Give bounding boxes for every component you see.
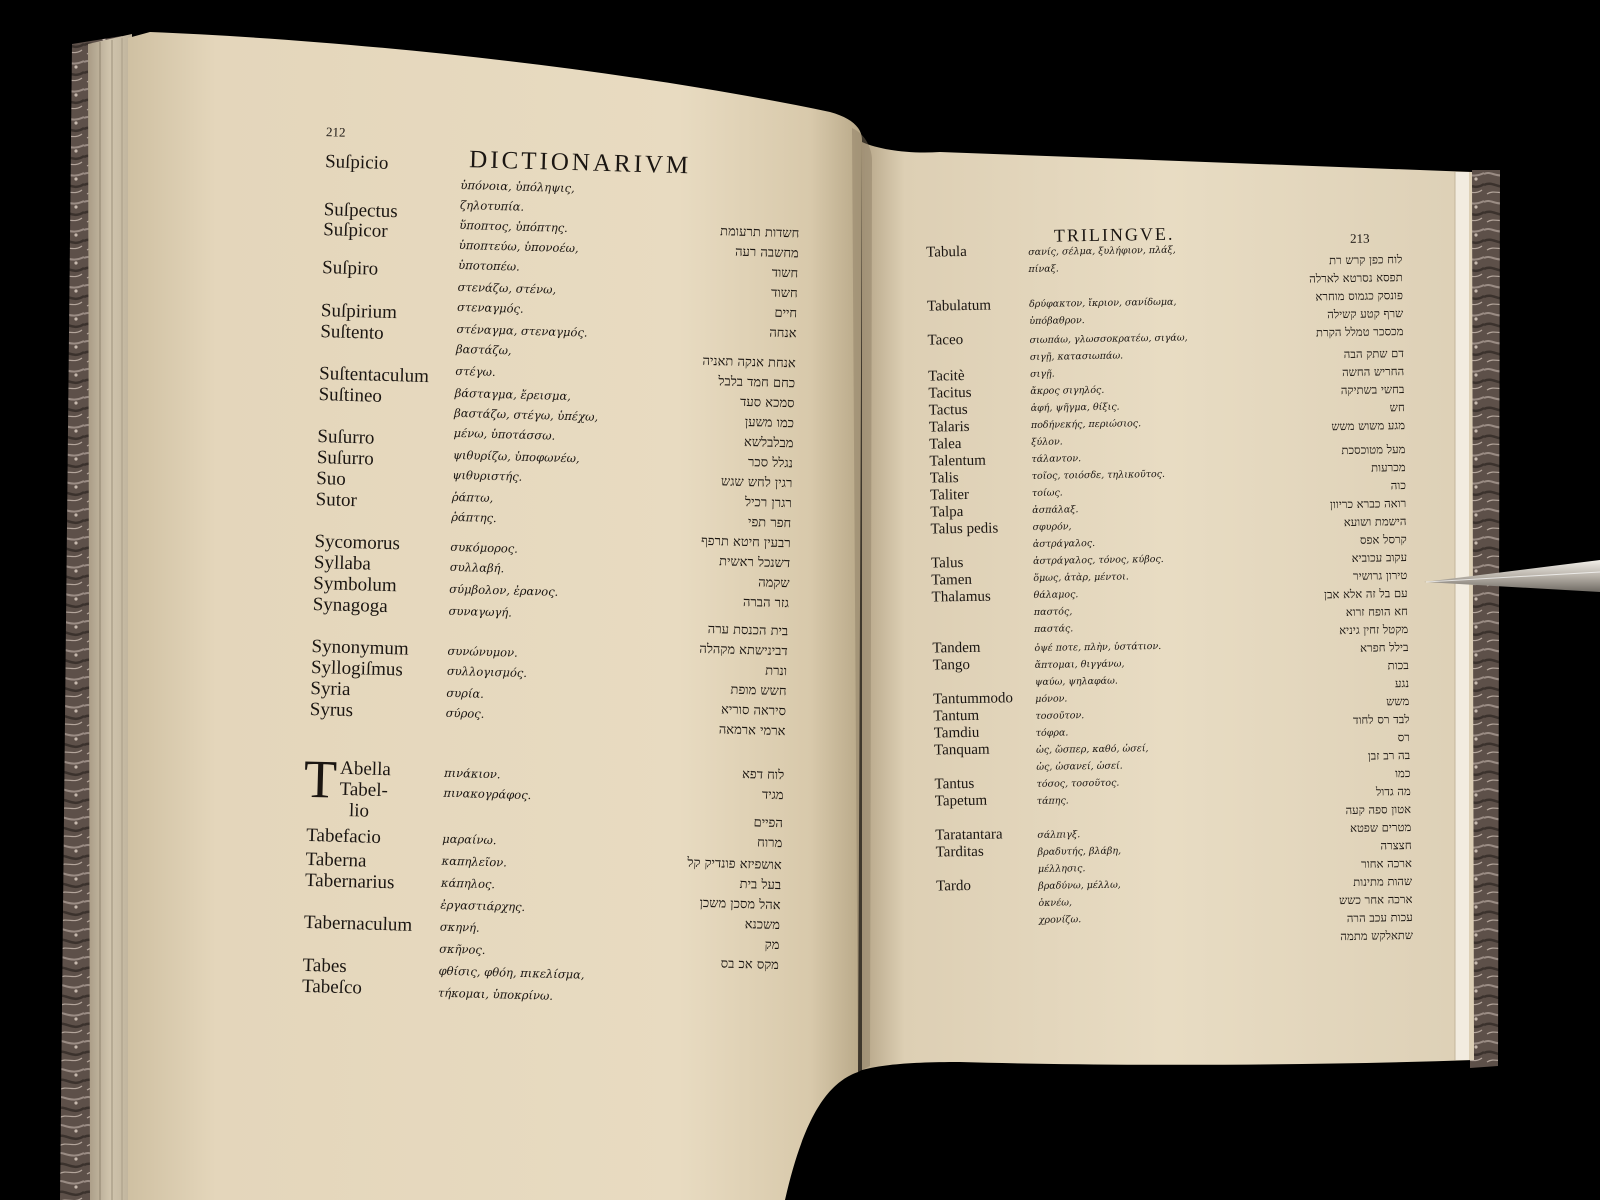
greek-entry: μένω, ὑποτάσσω.: [453, 425, 556, 443]
latin-entry: Suſpiro: [321, 257, 379, 280]
greek-entry: στέναγμα, στεναγμός.: [456, 321, 588, 340]
hebrew-entry: מגיד: [761, 787, 784, 804]
latin-entry: Taratantara: [935, 826, 1003, 844]
latin-entry: Symbolum: [313, 572, 398, 597]
greek-entry: ἀστράγαλος.: [1032, 537, 1096, 550]
hebrew-entry: שרף קטע קשילה: [1327, 306, 1404, 322]
latin-entry: Suſpirium: [320, 300, 398, 324]
hebrew-entry: אטון ספה קעה: [1345, 802, 1412, 818]
hebrew-entry: שהות מתינות: [1353, 874, 1413, 889]
hebrew-entry: רגין לחש שגש: [720, 474, 793, 492]
hebrew-entry: חשוד: [770, 285, 798, 302]
hebrew-entry: תפסא נסרטא לארלה: [1309, 270, 1403, 286]
latin-entry: Suſpicio: [324, 151, 389, 174]
latin-entry: Tabes: [302, 954, 347, 978]
hebrew-entry: רבעין חיטא תרפף: [700, 533, 791, 552]
latin-entry: Taliter: [929, 486, 970, 504]
latin-entry: Tapetum: [934, 792, 988, 810]
hebrew-entry: קרסל אפס: [1359, 532, 1407, 547]
latin-entry: Suſpicor: [322, 219, 388, 242]
greek-entry: συνώνυμον.: [447, 643, 518, 660]
latin-entry: Syllaba: [313, 552, 372, 575]
greek-entry: φθίσις, φθόη, πικελίσμα,: [438, 963, 585, 982]
latin-entry: Tantum: [933, 707, 980, 725]
hebrew-entry: סמכא סעד: [739, 394, 795, 412]
latin-entry: Thalamus: [931, 588, 991, 606]
latin-entry: Suſtineo: [318, 384, 383, 407]
greek-entry: ψαύω, ψηλαφάω.: [1034, 675, 1118, 688]
latin-entry: Talis: [929, 470, 959, 487]
hebrew-entry: חפר תפי: [747, 515, 792, 532]
greek-entry: σύμβολον, ἐρανος.: [449, 581, 559, 599]
hebrew-entry: הישמת ושועא: [1343, 514, 1407, 530]
hebrew-entry: רואה כברא כריוון: [1329, 496, 1407, 512]
hebrew-entry: אושפיזא פונדיק קל: [687, 855, 782, 874]
greek-entry: βαστάζω,: [455, 341, 512, 358]
latin-entry: Abella: [339, 757, 392, 781]
hebrew-entry: גזר הברה: [742, 594, 790, 612]
latin-entry: Suo: [315, 468, 347, 490]
hebrew-entry: עקוב עכוביא: [1351, 550, 1408, 565]
greek-entry: ζηλοτυπία.: [459, 197, 525, 214]
hebrew-entry: בית הכנסת ערה: [707, 622, 789, 640]
greek-entry: ὀκνέω,: [1038, 897, 1073, 909]
greek-entry: συλλαβή.: [449, 559, 505, 576]
greek-entry: βάσταγμα, ἔρεισμα,: [454, 385, 572, 404]
hebrew-entry: מק: [764, 937, 780, 954]
latin-entry: Syllogiſmus: [310, 656, 404, 681]
greek-entry: τόσος, τοσοῦτος.: [1036, 777, 1120, 790]
hebrew-entry: חיים: [774, 305, 798, 322]
latin-entry: Suſpectus: [323, 199, 398, 223]
left-page-edges: [88, 34, 132, 1200]
greek-entry: πινάκιον.: [443, 765, 501, 782]
greek-entry: ψιθυριστής.: [452, 467, 523, 484]
hebrew-entry: דשנכל ראשית: [718, 554, 791, 572]
hebrew-entry: לוח כפן קרש רת: [1328, 252, 1403, 268]
hebrew-entry: בילל חפרא: [1359, 640, 1409, 655]
hebrew-entry: טירון גרושיר: [1352, 568, 1408, 583]
hebrew-entry: סיראה סוריא: [720, 702, 787, 720]
greek-entry: παστός,: [1033, 606, 1073, 618]
latin-entry: Tabulatum: [926, 297, 992, 315]
greek-entry: ὑπόνοια, ὑπόληψις,: [460, 177, 575, 196]
latin-entry: Taceo: [927, 332, 964, 349]
greek-entry: ἀσπάλαξ.: [1032, 504, 1079, 516]
hebrew-entry: נגע: [1394, 676, 1410, 691]
page-number-right: 213: [1349, 230, 1370, 246]
latin-entry: Tardo: [936, 877, 972, 895]
hebrew-entry: חא הופח זרוא: [1345, 604, 1409, 620]
hebrew-entry: כמו משען: [744, 414, 795, 432]
latin-entry: Tacitè: [928, 368, 965, 385]
latin-entry: Talea: [929, 436, 962, 453]
hebrew-entry: מקטל זחין גיניא: [1339, 622, 1409, 638]
hebrew-entry: מה גדול: [1375, 784, 1411, 799]
hebrew-entry: ארכה אחור: [1360, 856, 1412, 871]
latin-entry: Tabula: [926, 243, 967, 261]
hebrew-entry: כוה: [1390, 478, 1407, 493]
latin-entry: Talus pedis: [930, 520, 999, 538]
greek-entry: ὅμως, ἀτὰρ, μέντοι.: [1033, 571, 1129, 584]
greek-entry: σκῆνος.: [438, 941, 486, 957]
greek-entry: πινακογράφος.: [443, 785, 532, 803]
hebrew-entry: עם בל זה אלא אבן: [1323, 586, 1408, 602]
greek-entry: σιγῇ, κατασιωπάω.: [1029, 350, 1124, 363]
greek-entry: ξύλον.: [1031, 436, 1063, 448]
page-number-left: 212: [325, 124, 346, 140]
greek-entry: παστάς.: [1034, 623, 1074, 635]
latin-entry: Suſtentaculum: [318, 363, 430, 388]
greek-entry: τάλαντον.: [1031, 453, 1082, 465]
greek-entry: θάλαμος.: [1033, 589, 1079, 601]
greek-entry: συλλογισμός.: [446, 663, 528, 680]
hebrew-entry: שתאלקש מתמה: [1340, 928, 1414, 944]
latin-entry: Tamdiu: [933, 724, 980, 742]
latin-entry: Tanquam: [933, 741, 990, 759]
greek-entry: τοῖος, τοιόσδε, τηλικοῦτος.: [1031, 468, 1166, 482]
hebrew-entry: דם שתק הבה: [1343, 346, 1404, 362]
greek-entry: συρία.: [446, 685, 485, 701]
greek-entry: ἄκρος σιγηλός.: [1030, 384, 1105, 397]
hebrew-entry: ונרת: [764, 663, 788, 680]
hebrew-entry: לוח דפא: [741, 767, 785, 784]
greek-entry: βραδυτής, βλάβη,: [1037, 845, 1122, 858]
greek-entry: ἀστράγαλος, τόνος, κύβος.: [1032, 553, 1164, 567]
greek-entry: ἐργαστιάρχης.: [440, 897, 526, 915]
hebrew-entry: מכסכר טמלל הקרת: [1315, 324, 1404, 340]
greek-entry: πίναξ.: [1028, 263, 1059, 275]
hebrew-entry: כחם חמד בלבל: [718, 374, 796, 392]
hebrew-entry: מעל מטוכסכת: [1341, 442, 1406, 458]
hebrew-entry: מגע משוש משש: [1331, 418, 1406, 434]
latin-entry: Tacitus: [928, 384, 972, 402]
latin-entry: Tarditas: [935, 843, 984, 861]
hebrew-entry: החריש החשה: [1341, 364, 1405, 380]
latin-entry: Talus: [930, 555, 964, 572]
hebrew-entry: הפיים: [753, 815, 784, 832]
hebrew-entry: חשדות תרעומת: [719, 224, 800, 242]
latin-entry: Sycomorus: [314, 531, 401, 555]
greek-entry: ὕποπτος, ὑπόπτης.: [459, 217, 569, 235]
hebrew-entry: ארמי ארמאה: [718, 722, 786, 740]
latin-entry: Suſurro: [316, 447, 375, 470]
greek-entry: τοσοῦτον.: [1035, 710, 1085, 722]
greek-entry: ὑπόβαθρον.: [1029, 315, 1085, 327]
greek-entry: συκόμορος.: [450, 539, 519, 556]
hebrew-entry: מקס אכ בס: [720, 956, 780, 974]
greek-entry: δρύφακτον, ἴκριον, σανίδωμα,: [1028, 296, 1177, 310]
latin-entry: Suſtento: [320, 321, 384, 344]
hebrew-entry: אנחת אנקה תאניה: [702, 353, 796, 372]
hebrew-entry: חשוד: [771, 265, 799, 282]
hebrew-entry: חצצרה: [1380, 838, 1412, 853]
hebrew-entry: בחשי בשתיקה: [1340, 382, 1405, 398]
greek-entry: σύρος.: [445, 705, 485, 721]
latin-entry: Syrus: [309, 698, 354, 722]
latin-entry: Talentum: [929, 452, 987, 470]
greek-entry: ἅπτομαι, θιγγάνω,: [1034, 658, 1125, 671]
hebrew-entry: אנחה: [769, 325, 797, 342]
running-head-right: TRILINGVE.: [1053, 223, 1175, 246]
hebrew-entry: דבינישתא מקהלה: [699, 641, 788, 660]
greek-entry: ῥάπτης.: [451, 509, 497, 526]
greek-entry: ποδήνεκής, περιώσιος.: [1030, 418, 1142, 431]
greek-entry: ὡς, ὥσπερ, καθό, ὡσεί,: [1035, 743, 1149, 756]
greek-entry: βαστάζω, στέγω, ὑπέχω,: [453, 405, 599, 424]
hebrew-entry: מכרעות: [1370, 460, 1406, 475]
greek-entry: ῥάπτω,: [451, 489, 494, 505]
hebrew-entry: מחשבה רעה: [734, 244, 799, 262]
hebrew-entry: מרוח: [756, 835, 783, 852]
running-head-left: DICTIONARIVM: [468, 146, 692, 180]
greek-entry: τόφρα.: [1035, 727, 1069, 739]
greek-entry: σφυρόν,: [1032, 521, 1072, 533]
greek-entry: στέγω.: [455, 363, 496, 379]
hebrew-entry: כמו: [1394, 766, 1411, 781]
hebrew-entry: נגלל סכר: [747, 455, 794, 472]
latin-entry: Tamen: [931, 571, 973, 589]
latin-entry: Tabefacio: [306, 824, 382, 848]
latin-entry: Tabeſco: [301, 975, 363, 999]
latin-entry: Tantummodo: [933, 690, 1014, 708]
hebrew-entry: בה רב זבן: [1367, 748, 1411, 763]
latin-entry: Tango: [932, 656, 971, 674]
latin-entry: Talaris: [928, 418, 970, 436]
greek-entry: ψιθυρίζω, ὑποφωνέω,: [452, 447, 580, 466]
latin-entry: Tactus: [928, 401, 968, 419]
greek-entry: στενάζω, στένω,: [457, 279, 557, 297]
latin-entry: Taberna: [305, 848, 367, 872]
hebrew-entry: מטרים שפטא: [1349, 820, 1412, 836]
greek-entry: σανίς, σέλμα, ξυλήφιον, πλάξ,: [1028, 244, 1176, 258]
hebrew-entry: משכנא: [744, 917, 781, 934]
greek-entry: σιωπάω, γλωσσοκρατέω, σιγάω,: [1029, 332, 1188, 346]
greek-entry: μέλλησις.: [1037, 863, 1086, 875]
greek-entry: μαραίνω.: [442, 831, 497, 848]
greek-entry: στεναγμός.: [456, 299, 524, 316]
greek-entry: ὑποπτεύω, ὑπονοέω,: [458, 237, 579, 256]
greek-entry: μόνον.: [1035, 693, 1068, 705]
greek-entry: σάλπιγξ.: [1037, 829, 1081, 841]
hebrew-entry: חש: [1389, 400, 1405, 415]
latin-entry: Syria: [310, 677, 351, 701]
greek-entry: ὀψέ ποτε, πλὴν, ὑστάτιον.: [1034, 640, 1162, 654]
greek-entry: κάπηλος.: [440, 875, 496, 892]
drop-cap-initial: T: [303, 748, 338, 810]
greek-entry: σκηνή.: [439, 919, 480, 935]
latin-entry: Synonymum: [311, 635, 409, 660]
greek-entry: τοίως.: [1031, 487, 1063, 499]
hebrew-entry: משש: [1386, 694, 1410, 709]
latin-entry: Synagoga: [312, 593, 388, 618]
greek-entry: καπηλεῖον.: [441, 853, 508, 870]
hebrew-entry: שקמה: [757, 575, 790, 592]
latin-entry: lio: [348, 800, 370, 822]
hebrew-entry: מבלבלשא: [743, 434, 794, 452]
hebrew-entry: בכות: [1387, 658, 1409, 673]
greek-entry: ἁφή, ψῆγμα, θίξις.: [1030, 401, 1120, 414]
greek-entry: συναγωγή.: [448, 603, 513, 620]
greek-entry: σιγῇ.: [1030, 368, 1055, 380]
hebrew-entry: פונסק כגמוס מוחרא: [1315, 288, 1404, 304]
latin-entry: Suſurro: [317, 426, 375, 449]
latin-entry: Tabernaculum: [303, 911, 413, 936]
hebrew-entry: רגרן רכיל: [744, 495, 792, 512]
latin-entry: Sutor: [315, 489, 358, 512]
greek-entry: ὑποτοπέω.: [458, 257, 520, 274]
hebrew-entry: חשש מופת: [730, 682, 787, 700]
latin-entry: Tandem: [932, 639, 981, 657]
latin-entry: Tantus: [934, 775, 975, 793]
hebrew-entry: רס: [1397, 730, 1410, 745]
greek-entry: τάπης.: [1036, 795, 1069, 807]
right-cover: [1470, 170, 1500, 1068]
greek-entry: ὡς, ὡσανεί, ὡσεί.: [1036, 760, 1123, 773]
hebrew-entry: ארכה אחר כשש: [1338, 892, 1413, 908]
hebrew-entry: אהל מסכן משכן: [699, 895, 781, 914]
hebrew-entry: לבד רס לחוד: [1352, 712, 1410, 727]
greek-entry: βραδύνω, μέλλω,: [1038, 879, 1121, 892]
hebrew-entry: בעל בית: [739, 877, 782, 894]
latin-entry: Tabel-: [339, 778, 389, 802]
hebrew-entry: עכות עכב הרה: [1346, 910, 1413, 926]
greek-entry: χρονίζω.: [1038, 914, 1082, 926]
latin-entry: Tabernarius: [304, 869, 395, 894]
latin-entry: Talpa: [930, 504, 964, 521]
greek-entry: τήκομαι, ὑποκρίνω.: [437, 985, 554, 1003]
